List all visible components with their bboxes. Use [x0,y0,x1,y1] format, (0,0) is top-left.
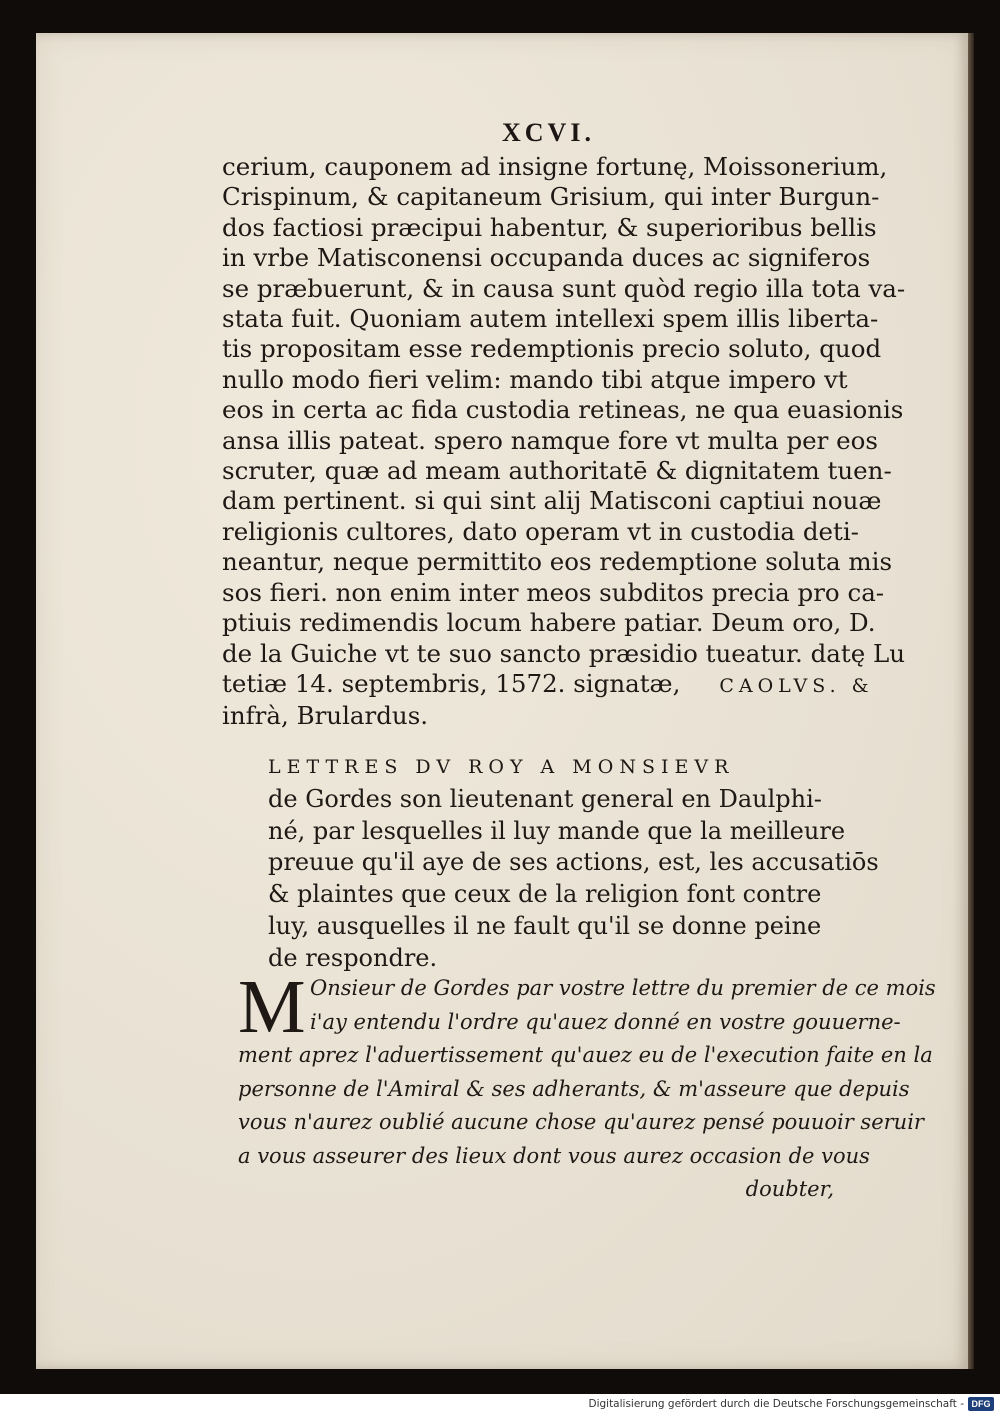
text-line: eos in certa ac fida custodia retineas, ne qua euasionis [222,395,904,425]
footer-bar [0,1394,1000,1416]
signature: CAOLVS. & [719,674,874,697]
text-line: se præbuerunt, & in causa sunt quòd regio illa tota va- [222,273,906,303]
heading-line: de respondre. [268,943,438,972]
letter-line: personne de l'Amiral & ses adherants, & m'asseure que depuis [238,1076,910,1101]
catchword: doubter, [745,1177,834,1201]
text-line: Crispinum, & capitaneum Grisium, qui inter Burgun- [222,182,880,212]
letter-line: vous n'aurez oublié aucune chose qu'aurez pensé pouuoir seruir [238,1110,924,1134]
drop-cap: M [238,965,306,1049]
text-line: stata fuit. Quoniam autem intellexi spem illis liberta- [222,304,879,334]
text-line: nullo modo fieri velim: mando tibi atque impero vt [222,364,848,394]
text-line: religionis cultores, dato operam vt in custodia deti- [222,516,859,546]
text-line: de la Guiche vt te suo sancto præsidio tueatur. datę Lu [222,638,906,668]
text-line: tis propositam esse redemptionis precio soluto, quod [222,334,882,364]
heading-caps-line: LETTRES DV ROY A MONSIEVR [268,756,735,778]
letter-body [238,965,936,1207]
text-line: neantur, neque permittito eos redemptione soluta mis [222,547,893,577]
text-line: dos factiosi præcipui habentur, & superioribus bellis [222,212,877,242]
text-line: in vrbe Matisconensi occupanda duces ac signiferos [222,243,871,273]
letter-line: a vous asseurer des lieux dont vous aurez occasion de vous [238,1143,870,1168]
text-line: tetiæ 14. septembris, 1572. signatæ, [222,668,681,698]
heading-line: de Gordes son lieutenant general en Daulphi- [268,784,822,813]
heading-line: & plaintes que ceux de la religion font contre [268,880,822,909]
letter-heading [268,752,879,975]
text-line: scruter, quæ ad meam authoritatē & dignitatem tuen- [222,456,892,486]
text-line: ptiuis redimendis locum habere patiar. Deum oro, D. [222,608,876,638]
text-line: cerium, cauponem ad insigne fortunę, Moissonerium, [222,152,888,181]
text-line: infrà, Brulardus. [222,701,429,731]
text-line-with-signature [222,669,872,701]
text-line: sos fieri. non enim inter meos subditos precia pro ca- [222,577,885,607]
letter-line: i'ay entendu l'ordre qu'auez donné en vostre gouuerne- [310,1009,901,1034]
letter-line: ment aprez l'aduertissement qu'auez eu de l'execution faite en la [238,1043,933,1067]
latin-text-block [222,152,906,732]
text-line: dam pertinent. si qui sint alij Matisconi captiui nouæ [222,486,882,516]
page-edge [968,33,974,1369]
heading-line: luy, ausquelles il ne fault qu'il se donne peine [268,911,822,940]
text-line: ansa illis pateat. spero namque fore vt multa per eos [222,425,878,455]
dfg-logo-icon: DFG [968,1397,994,1411]
funding-notice: Digitalisierung gefördert durch die Deutsche Forschungsgemeinschaft - [588,1398,964,1410]
letter-line: Onsieur de Gordes par vostre lettre du premier de ce mois [310,976,936,1000]
page-number: XCVI. [502,118,595,147]
heading-line: né, par lesquelles il luy mande que la meilleure [268,816,846,845]
heading-line: preuue qu'il aye de ses actions, est, les accusatiōs [268,848,879,877]
